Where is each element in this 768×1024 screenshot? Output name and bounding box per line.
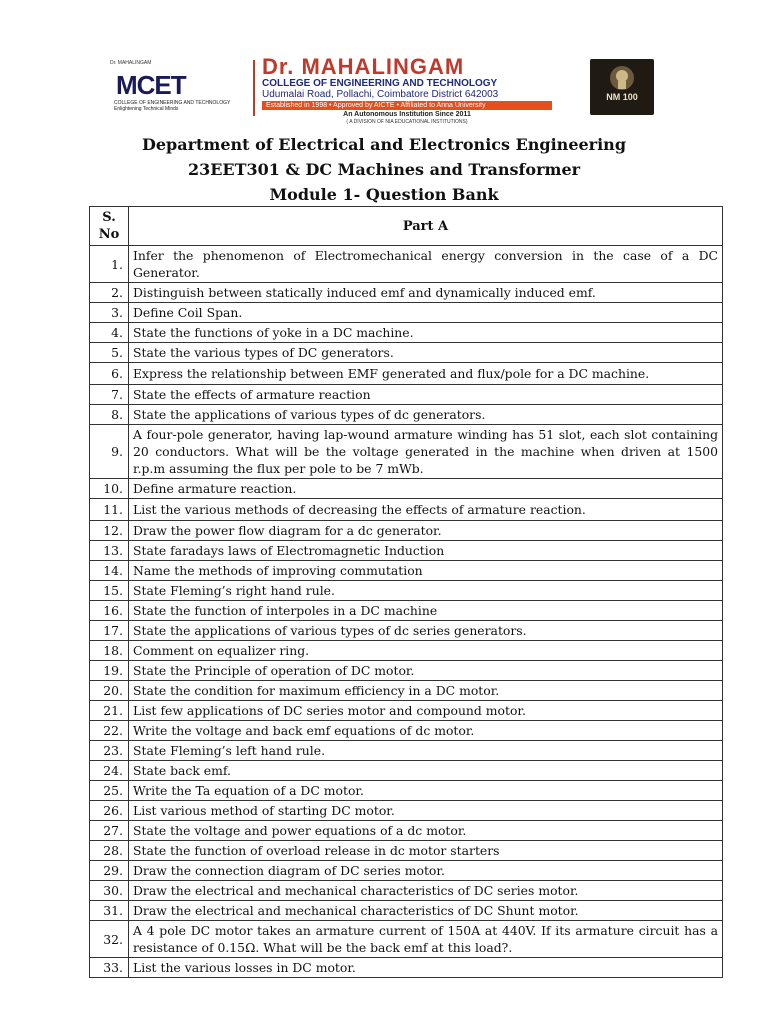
question-number: 19.	[90, 661, 129, 681]
question-number: 7.	[90, 385, 129, 405]
table-row	[90, 958, 723, 978]
question-number: 17.	[90, 621, 129, 641]
question-number: 18.	[90, 641, 129, 661]
table-row	[90, 781, 723, 801]
question-text: State faradays laws of Electromagnetic Induction	[129, 541, 723, 561]
question-text: State back emf.	[129, 761, 723, 781]
question-number: 9.	[90, 425, 129, 479]
table-row	[90, 425, 723, 479]
table-row	[90, 479, 723, 499]
table-row	[90, 601, 723, 621]
question-number: 1.	[90, 246, 129, 283]
question-number: 15.	[90, 581, 129, 601]
question-number: 24.	[90, 761, 129, 781]
question-text: A four-pole generator, having lap-wound armature winding has 51 slot, each slot containing 20 conductors. What will be the voltage generated in the machine when driven at 1500 r.p.m assuming the flux per pole to be 7 mWb.	[129, 425, 723, 479]
question-table-body	[90, 246, 723, 978]
header-divider	[253, 60, 255, 116]
question-number: 22.	[90, 721, 129, 741]
question-number: 10.	[90, 479, 129, 499]
question-number: 28.	[90, 841, 129, 861]
mcet-logo-small-text: Dr. MAHALINGAM	[110, 60, 152, 66]
college-autonomous-note: An Autonomous Institution Since 2011	[343, 111, 471, 118]
question-text: State the voltage and power equations of a dc motor.	[129, 821, 723, 841]
question-text: Draw the electrical and mechanical characteristics of DC Shunt motor.	[129, 901, 723, 921]
question-number: 13.	[90, 541, 129, 561]
nm100-emblem-icon	[590, 59, 654, 93]
question-text: List various method of starting DC motor.	[129, 801, 723, 821]
college-accreditation-band: Established in 1998 • Approved by AICTE • Affiliated to Anna University	[262, 101, 552, 110]
table-row	[90, 701, 723, 721]
table-row	[90, 343, 723, 363]
question-number: 11.	[90, 499, 129, 521]
table-row	[90, 521, 723, 541]
table-row	[90, 405, 723, 425]
question-text: Define Coil Span.	[129, 303, 723, 323]
question-text: List few applications of DC series motor and compound motor.	[129, 701, 723, 721]
module-title: Module 1- Question Bank	[269, 185, 499, 204]
mcet-logo-letters: MCET	[116, 70, 186, 100]
table-row	[90, 761, 723, 781]
question-number: 12.	[90, 521, 129, 541]
question-text: Draw the electrical and mechanical characteristics of DC series motor.	[129, 881, 723, 901]
question-number: 31.	[90, 901, 129, 921]
question-text: State the applications of various types of dc generators.	[129, 405, 723, 425]
question-number: 30.	[90, 881, 129, 901]
document-titles	[88, 132, 680, 207]
nm100-logo	[590, 59, 654, 115]
question-number: 32.	[90, 921, 129, 958]
table-row	[90, 901, 723, 921]
question-number: 33.	[90, 958, 129, 978]
col-header-sno: S. No	[90, 207, 129, 246]
table-row	[90, 661, 723, 681]
mcet-logo	[110, 60, 245, 118]
question-text: State the function of overload release in dc motor starters	[129, 841, 723, 861]
question-text: Define armature reaction.	[129, 479, 723, 499]
question-text: Distinguish between statically induced emf and dynamically induced emf.	[129, 283, 723, 303]
table-row	[90, 541, 723, 561]
mcet-logo-subtitle-line2: Enlightening Technical Minds	[114, 106, 179, 112]
table-row	[90, 721, 723, 741]
nm100-logo-text: NM 100	[606, 92, 638, 102]
table-row	[90, 621, 723, 641]
question-text: State the functions of yoke in a DC machine.	[129, 323, 723, 343]
table-row	[90, 385, 723, 405]
table-row	[90, 801, 723, 821]
question-table	[89, 206, 723, 978]
table-row	[90, 741, 723, 761]
table-row	[90, 303, 723, 323]
question-text: State the function of interpoles in a DC machine	[129, 601, 723, 621]
table-row	[90, 499, 723, 521]
table-row	[90, 283, 723, 303]
question-text: State the applications of various types of dc series generators.	[129, 621, 723, 641]
table-row	[90, 641, 723, 661]
col-header-part-a: Part A	[129, 207, 723, 246]
question-number: 16.	[90, 601, 129, 621]
question-text: Write the voltage and back emf equations of dc motor.	[129, 721, 723, 741]
mcet-logo-subtitle-line1: COLLEGE OF ENGINEERING AND TECHNOLOGY	[114, 100, 231, 106]
question-text: Draw the power flow diagram for a dc generator.	[129, 521, 723, 541]
question-number: 29.	[90, 861, 129, 881]
question-text: State the Principle of operation of DC motor.	[129, 661, 723, 681]
question-text: Name the methods of improving commutation	[129, 561, 723, 581]
question-number: 25.	[90, 781, 129, 801]
table-row	[90, 841, 723, 861]
table-row	[90, 363, 723, 385]
question-text: State Fleming’s right hand rule.	[129, 581, 723, 601]
question-number: 6.	[90, 363, 129, 385]
question-text: Express the relationship between EMF generated and flux/pole for a DC machine.	[129, 363, 723, 385]
question-text: Comment on equalizer ring.	[129, 641, 723, 661]
question-number: 2.	[90, 283, 129, 303]
letterhead	[110, 54, 658, 125]
question-number: 8.	[90, 405, 129, 425]
table-row	[90, 246, 723, 283]
question-number: 14.	[90, 561, 129, 581]
college-block	[262, 54, 562, 125]
department-title: Department of Electrical and Electronics Engineering	[142, 135, 626, 154]
question-text: State the various types of DC generators.	[129, 343, 723, 363]
question-number: 5.	[90, 343, 129, 363]
question-number: 3.	[90, 303, 129, 323]
college-address: Udumalai Road, Pollachi, Coimbatore District 642003	[262, 89, 499, 100]
table-row	[90, 561, 723, 581]
question-text: List the various losses in DC motor.	[129, 958, 723, 978]
table-row	[90, 881, 723, 901]
question-number: 27.	[90, 821, 129, 841]
question-text: Write the Ta equation of a DC motor.	[129, 781, 723, 801]
question-text: A 4 pole DC motor takes an armature current of 150A at 440V. If its armature circuit has a resistance of 0.15Ω. What will be the back emf at this load?.	[129, 921, 723, 958]
table-row	[90, 581, 723, 601]
question-text: Infer the phenomenon of Electromechanical energy conversion in the case of a DC Generator.	[129, 246, 723, 283]
table-row	[90, 323, 723, 343]
question-text: Draw the connection diagram of DC series motor.	[129, 861, 723, 881]
question-text: List the various methods of decreasing the effects of armature reaction.	[129, 499, 723, 521]
mcet-logo-subtitle	[114, 100, 244, 112]
question-number: 26.	[90, 801, 129, 821]
question-text: State the condition for maximum efficiency in a DC motor.	[129, 681, 723, 701]
table-row	[90, 821, 723, 841]
question-number: 21.	[90, 701, 129, 721]
question-number: 23.	[90, 741, 129, 761]
college-full-name: COLLEGE OF ENGINEERING AND TECHNOLOGY	[262, 78, 498, 89]
table-row	[90, 921, 723, 958]
question-number: 4.	[90, 323, 129, 343]
college-association-note: ( A DIVISION OF NIA EDUCATIONAL INSTITUTIONS)	[346, 119, 468, 125]
question-number: 20.	[90, 681, 129, 701]
question-text: State the effects of armature reaction	[129, 385, 723, 405]
table-row	[90, 861, 723, 881]
course-title: 23EET301 & DC Machines and Transformer	[187, 160, 581, 179]
question-table-header	[90, 207, 723, 246]
question-text: State Fleming’s left hand rule.	[129, 741, 723, 761]
college-name: Dr. MAHALINGAM	[262, 54, 465, 79]
table-row	[90, 681, 723, 701]
